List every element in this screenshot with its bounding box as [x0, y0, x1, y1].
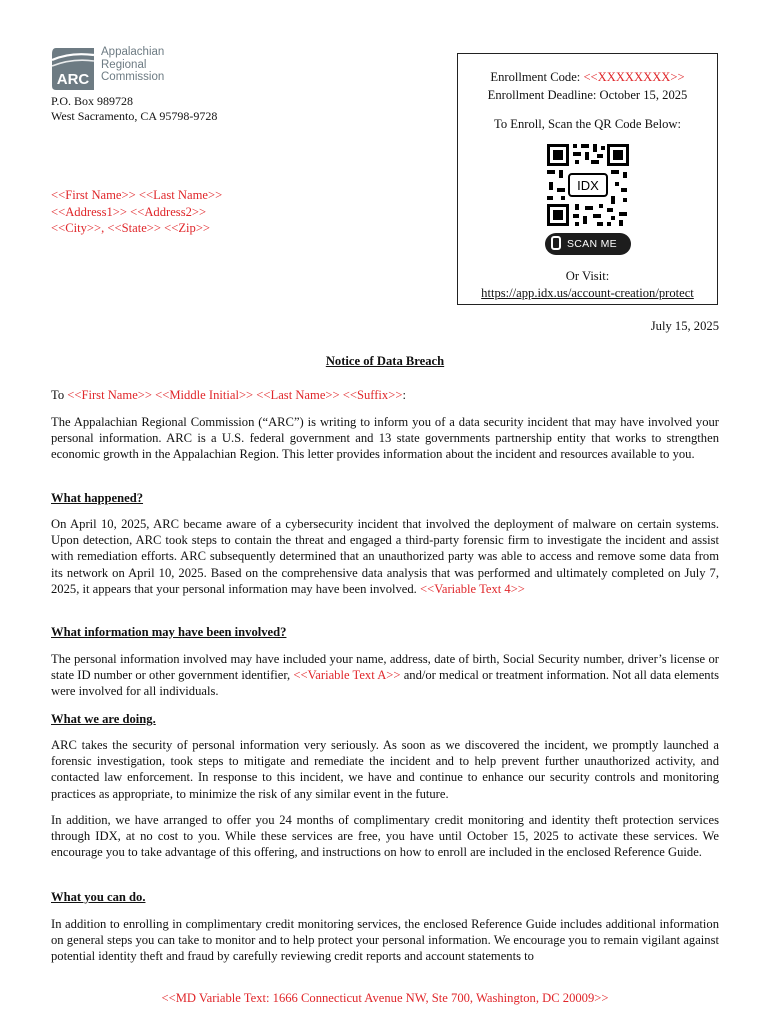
information-involved-heading: What information may have been involved?	[51, 625, 287, 639]
return-address-line-1: P.O. Box 989728	[51, 94, 134, 108]
enrollment-deadline: Enrollment Deadline: October 15, 2025	[487, 88, 688, 102]
logo-line-3: Commission	[101, 71, 165, 83]
info-variable: <<Variable Text A>>	[293, 668, 401, 683]
arc-logo-mark-icon	[50, 46, 96, 92]
logo-abbrev: ARC	[56, 71, 90, 88]
logo-wordmark	[101, 46, 164, 84]
info-text-b: and/or medical or treatment information. Not all data elements were involved for all individuals.	[51, 668, 719, 699]
qr-center-label: IDX	[577, 178, 599, 193]
info-text-a: The personal information involved may have included your name, address, date of birth, Social Security number, driver’s license or state ID number or other government identifier,	[51, 652, 719, 683]
letter-date: July 15, 2025	[650, 319, 719, 333]
notice-title: Notice of Data Breach	[325, 354, 445, 368]
enrollment-url-link[interactable]: https://app.idx.us/account-creation/protect	[481, 286, 694, 300]
what-we-are-doing-paragraph-1: ARC takes the security of personal information very seriously. As soon as we discovered the incident, we promptly launched a forensic investigation, took steps to mitigate and remediate the incident and to help prevent further unauthorized activity, and contacted law enforcement. In response to this incident, we have and continue to enhance our security controls and monitoring practices as appropriate, to minimize the risk of any similar event in the future.	[51, 738, 719, 801]
enrollment-code	[458, 69, 717, 85]
intro-paragraph: The Appalachian Regional Commission (“ARC”) is writing to inform you of a data security incident that may have involved your personal information. ARC is a U.S. federal government and 13 state governments partnership entity that works to strengthen economic growth in the Appalachian Region. This letter provides information about the incident and resources available to you.	[51, 415, 719, 462]
scan-me-button[interactable]	[545, 233, 631, 255]
logo-line-1: Appalachian	[101, 46, 165, 58]
what-you-can-do-paragraph: In addition to enrolling in complimentary credit monitoring services, the enclosed Reference Guide includes additional information on general steps you can take to monitor and to help protect your personal information. We encourage you to remain vigilant against potential identity theft and fraud by carefully reviewing credit reports and account statements to	[51, 917, 719, 964]
what-you-can-do-heading: What you can do.	[51, 890, 146, 904]
recipient-address	[51, 187, 222, 237]
recipient-line-2: <<Address1>> <<Address2>>	[51, 204, 207, 219]
what-happened-paragraph	[51, 516, 719, 597]
phone-icon	[551, 236, 561, 250]
qr-code-icon[interactable]	[545, 142, 631, 228]
scan-me-label: SCAN ME	[567, 238, 617, 250]
enrollment-code-label: Enrollment Code:	[490, 70, 581, 84]
salutation-prefix: To	[51, 388, 68, 402]
or-visit-label: Or Visit:	[565, 269, 610, 283]
recipient-line-3: <<City>>, <<State>> <<Zip>>	[51, 221, 211, 235]
enrollment-box	[457, 53, 718, 305]
what-we-are-doing-paragraph-2: In addition, we have arranged to offer you 24 months of complimentary credit monitoring and identity theft protection services through IDX, at no cost to you. While these services are free, you have until October 15, 2025 to activate these services. We encourage you to take advantage of this offering, and instructions on how to enroll are included in the enclosed Reference Guide.	[51, 813, 719, 860]
enrollment-code-value: <<XXXXXXXX>>	[583, 70, 685, 84]
what-happened-variable: <<Variable Text 4>>	[419, 581, 525, 596]
salutation-suffix: :	[402, 388, 406, 402]
what-happened-text: On April 10, 2025, ARC became aware of a cybersecurity incident that involved the deployment of malware on certain systems. Upon detection, ARC took steps to contain the threat and engaged a third-party forensic firm to investigate the incident and assist with remediation efforts. ARC subsequently determined that an unauthorized party was able to access and remove some data from its network on April 10, 2025. Based on the comprehensive data analysis that was performed and ultimately completed on July 7, 2025, it appears that your personal information may have been involved.	[51, 517, 719, 596]
logo-line-2: Regional	[101, 58, 147, 71]
what-we-are-doing-heading: What we are doing.	[51, 712, 156, 726]
return-address-line-2: West Sacramento, CA 95798-9728	[51, 109, 218, 123]
arc-logo	[50, 46, 190, 92]
what-happened-heading: What happened?	[51, 491, 144, 505]
recipient-line-1: <<First Name>> <<Last Name>>	[51, 188, 223, 202]
salutation-name-variables: <<First Name>> <<Middle Initial>> <<Last Name>> <<Suffix>>	[67, 388, 403, 402]
return-address	[51, 94, 217, 124]
information-involved-paragraph	[51, 651, 719, 700]
footer-variable-text: <<MD Variable Text: 1666 Connecticut Avenue NW, Ste 700, Washington, DC 20009>>	[161, 991, 609, 1005]
scan-instruction: To Enroll, Scan the QR Code Below:	[494, 117, 681, 131]
salutation	[51, 387, 406, 403]
